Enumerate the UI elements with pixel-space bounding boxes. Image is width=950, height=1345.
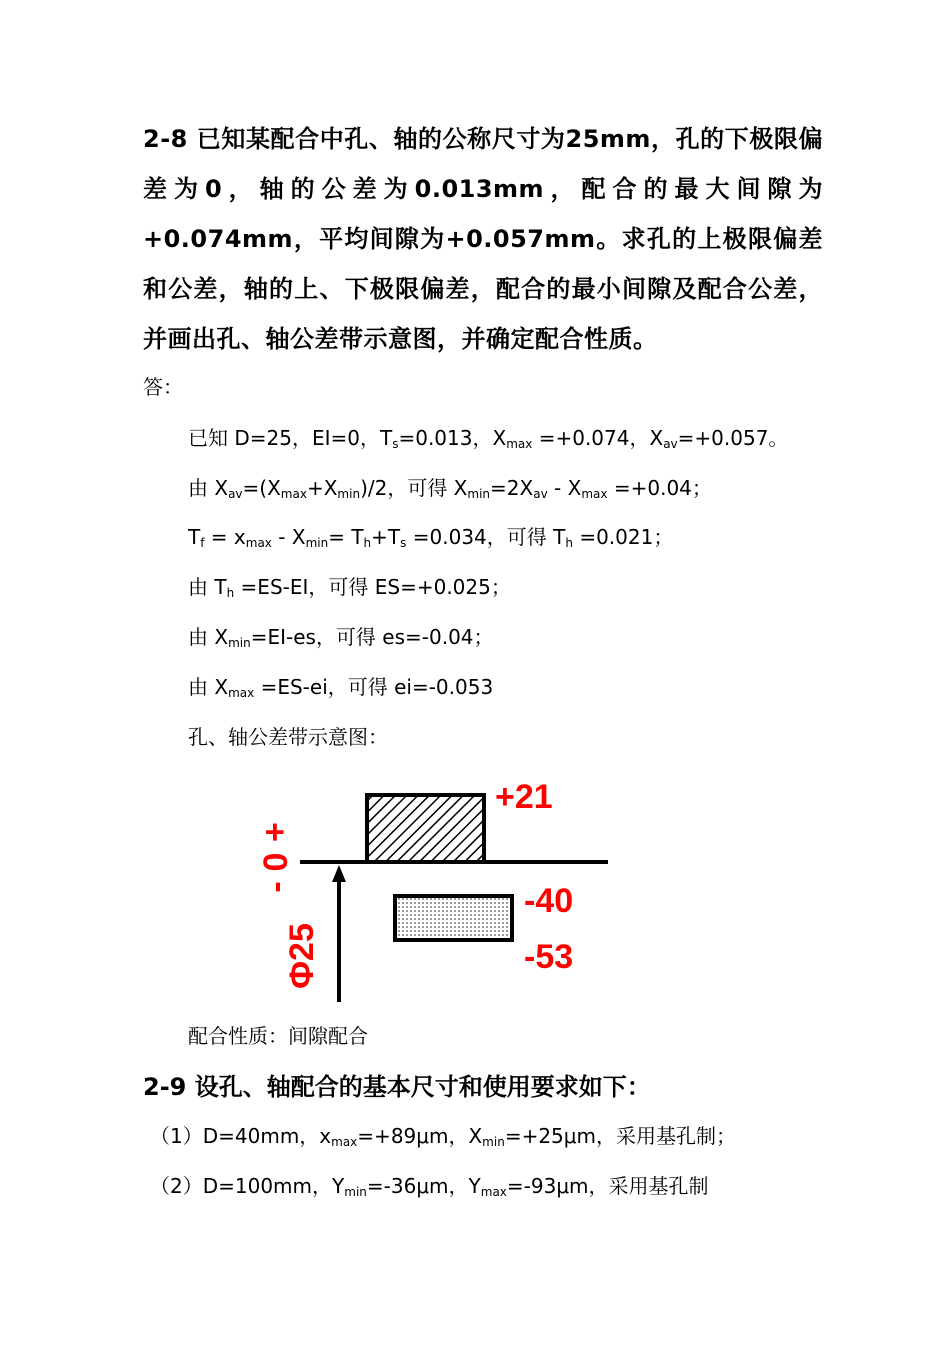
minus-sign: - <box>257 881 295 893</box>
step-fit-tolerance: $T_f = x_{max} - X_{min}= T_h+T_s =0.034$，可得 $T_h =0.021$； <box>188 525 674 550</box>
problem-2-8-text: 2-8 已知某配合中孔、轴的公称尺寸为25mm，孔的下极限偏差为0，轴的公差为0.013mm，配合的最大间隙为+0.074mm，平均间隙为+0.057mm。求孔的上极限偏差和公差，轴的上、下极限偏差，配合的最小间隙及配合公差，并画出孔、轴公差带示意图，并确定配合性质。 <box>143 125 823 353</box>
tolerance-zone-diagram <box>250 770 670 1010</box>
fit-nature: 配合性质：间隙配合 <box>188 1024 368 1048</box>
step-shaft-ei: 由 $X_{max} =ES-ei$，可得 ei=-0.053 <box>188 675 494 700</box>
hole-upper-deviation: +21 <box>495 778 553 816</box>
step-shaft-es: 由 $X_{min}=EI-es$，可得 es=-0.04； <box>188 625 494 650</box>
plus-sign: + <box>256 822 294 842</box>
problem-2-9-text: 2-9 设孔、轴配合的基本尺寸和使用要求如下： <box>143 1073 651 1101</box>
step-es: 由 $T_h =ES-EI$，可得 ES=+0.025； <box>188 575 511 600</box>
nominal-size-label: Φ25 <box>283 923 321 989</box>
answer-label: 答： <box>143 375 183 399</box>
shaft-lower-deviation: -53 <box>524 938 574 976</box>
zero-label: 0 <box>257 852 295 872</box>
shaft-upper-deviation: -40 <box>524 882 574 920</box>
requirement-item-1: （1）D=40mm，$x_{max}=+89\mu m$，$X_{min}=+25\mu m$，采用基孔制； <box>150 1124 736 1149</box>
requirement-item-2: （2）D=100mm，$Y_{min}=-36\mu m$，$Y_{max}=-93\mu m$，采用基孔制 <box>150 1174 709 1199</box>
basic-size-arrow-head <box>332 865 346 882</box>
diagram-caption: 孔、轴公差带示意图： <box>188 725 388 749</box>
shaft-tolerance-zone <box>395 896 512 940</box>
given-line: 已知 D=25，EI=0，$T_s=0.013$，$X_{max} =+0.074$，$X_{av}=+0.057$。 <box>188 426 789 451</box>
hole-tolerance-zone <box>367 795 484 862</box>
problem-2-8 <box>143 114 823 364</box>
step-average-clearance: 由 $X_{av}=(X_{max}+X_{min})/2$，可得 $X_{min}=2X_{av} - X_{max} =+0.04$； <box>188 476 712 501</box>
